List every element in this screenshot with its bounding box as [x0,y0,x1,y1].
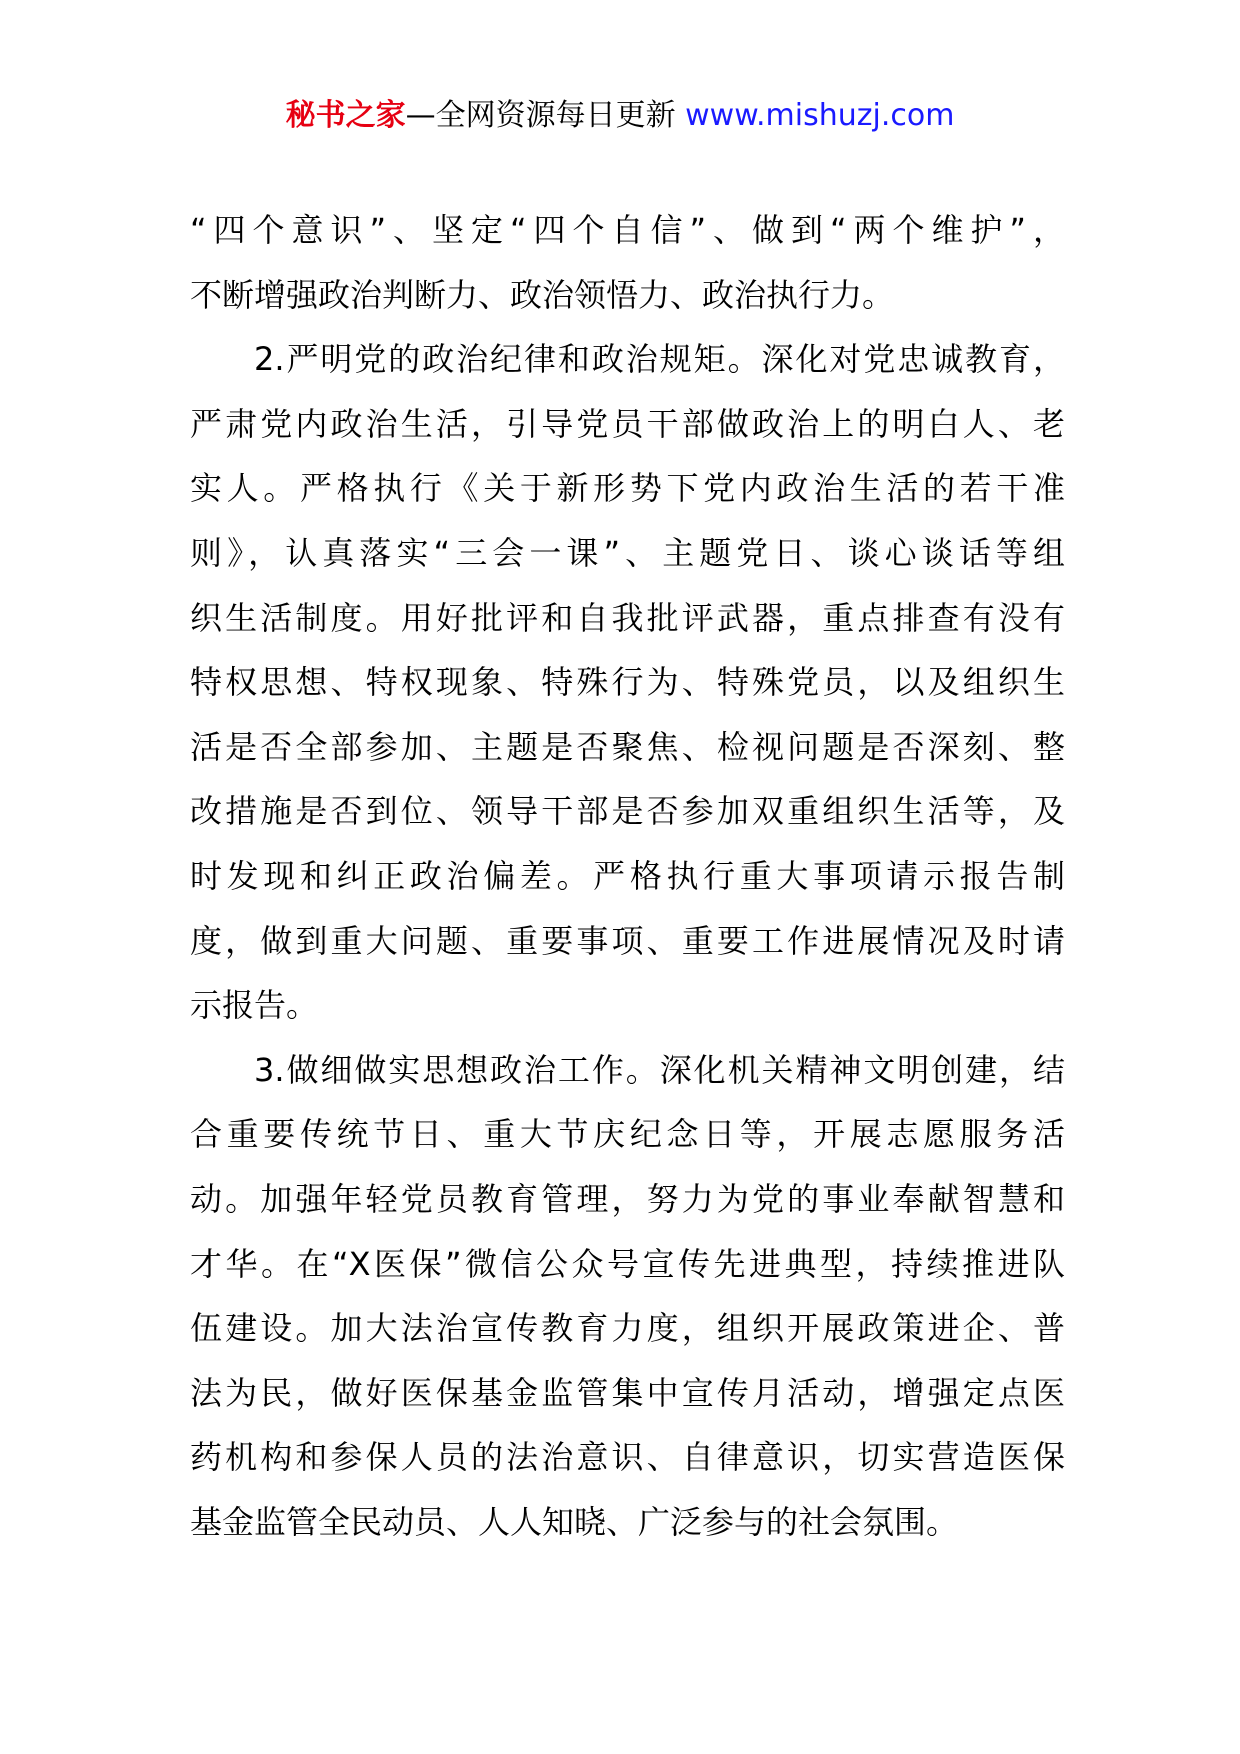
body-line: 示报告。 [190,986,319,1025]
body-line: 2.严明党的政治纪律和政治规矩。深化对党忠诚教育， [254,340,1065,379]
body-line: 严肃党内政治生活，引导党员干部做政治上的明白人、老 [190,404,1065,443]
body-line: 才华。在“X医保”微信公众号宣传先进典型，持续推进队 [190,1244,1065,1283]
body-line: 改措施是否到位、领导干部是否参加双重组织生活等，及 [190,792,1065,831]
body-line: 时发现和纠正政治偏差。严格执行重大事项请示报告制 [190,856,1065,895]
body-line: 合重要传统节日、重大节庆纪念日等，开展志愿服务活 [190,1115,1065,1154]
body-line: 基金监管全民动员、人人知晓、广泛参与的社会氛围。 [190,1502,959,1541]
body-line: 活是否全部参加、主题是否聚焦、检视问题是否深刻、整 [190,727,1065,766]
body-line: “四个意识”、坚定“四个自信”、做到“两个维护”， [190,211,1065,249]
page-header [0,96,1240,136]
body-line: 实人。严格执行《关于新形势下党内政治生活的若干准 [190,469,1065,508]
body-line: 法为民，做好医保基金监管集中宣传月活动，增强定点医 [190,1373,1065,1412]
site-brand: 秘书之家 [285,98,406,133]
body-line: 度，做到重大问题、重要事项、重要工作进展情况及时请 [190,921,1065,960]
body-line: 不断增强政治判断力、政治领悟力、政治执行力。 [190,275,895,314]
body-line: 动。加强年轻党员教育管理，努力为党的事业奉献智慧和 [190,1179,1065,1218]
body-line: 特权思想、特权现象、特殊行为、特殊党员，以及组织生 [190,663,1065,702]
body-line: 则》，认真落实“三会一课”、主题党日、谈心谈话等组 [190,533,1065,572]
body-line: 3.做细做实思想政治工作。深化机关精神文明创建，结 [254,1050,1065,1089]
site-url[interactable]: www.mishuzj.com [685,98,955,133]
document-body [190,198,1065,1554]
site-tagline: —全网资源每日更新 [405,98,676,133]
body-line: 伍建设。加大法治宣传教育力度，组织开展政策进企、普 [190,1309,1065,1348]
body-line: 织生活制度。用好批评和自我批评武器，重点排查有没有 [190,598,1065,637]
body-line: 药机构和参保人员的法治意识、自律意识，切实营造医保 [190,1438,1065,1477]
